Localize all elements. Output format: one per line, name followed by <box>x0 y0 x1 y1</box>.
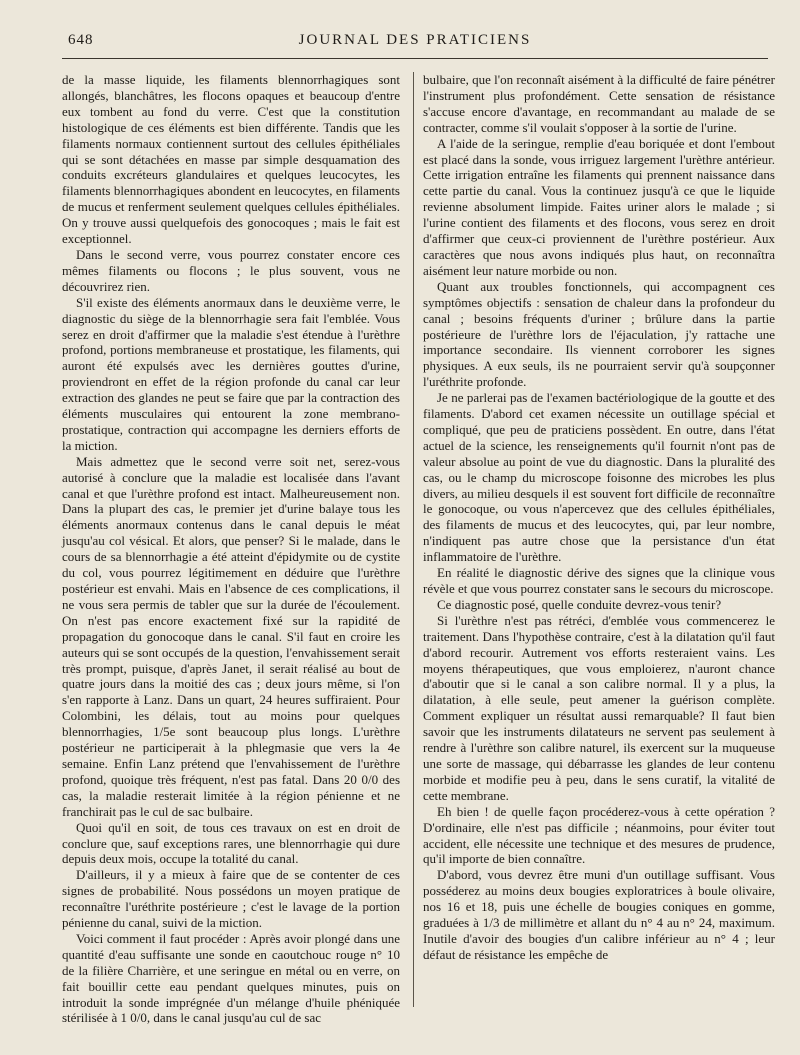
page-number: 648 <box>68 32 94 48</box>
paragraph: A l'aide de la seringue, remplie d'eau boriquée et dont l'embout est placé dans la sonde, vous irriguez largement l'urèthre antérieur. Cette irrigation entraîne les filaments qui prennent naissance dans cette partie du canal. Vous la continuez jusqu'à ce que le liquide revienne absolument limpide. Faites uriner alors le malade ; si l'urine contient des filaments et des flocons, vous serez en droit d'affirmer que ceux-ci proviennent de l'urèthre postérieur. Aux caractères que nous avons indiqués plus haut, on reconnaîtra aisément leur nature morbide ou non. <box>423 135 775 278</box>
paragraph: Eh bien ! de quelle façon procéderez-vous à cette opération ? D'ordinaire, elle n'est pas difficile ; néanmoins, pour éviter tout accident, elle nécessite une technique et des mesures de prudence, qu'il importe de bien connaître. <box>423 803 775 867</box>
paragraph: Mais admettez que le second verre soit net, serez-vous autorisé à conclure que la maladie est localisée dans l'avant canal et que l'urèthre profond est intact. Malheureusement non. Dans la plupart des cas, le premier jet d'urine balaye tous les éléments anormaux contenus dans le canal depuis le méat jusqu'au col vésical. Et alors, que penser? Si le malade, dans le cours de sa blennorrhagie a été atteint d'épidymite ou de cystite du col, vous pourrez légitimement en déduire que l'urèthre postérieur est envahi. Mais en l'absence de ces complications, il ne vous sera permis de tabler que sur la durée de l'écoulement. On n'est pas encore exactement fixé sur la rapidité de propagation du gonocoque dans le canal. S'il faut en croire les auteurs qui se sont occupés de la question, l'envahissement serait très prompt, puisque, d'après Janet, il serait réalisé au bout de quatre jours dans la moitié des cas ; deux jours même, si l'on s'en rapporte à Lanz. Dans un quart, 24 heures suffiraient. Pour Colombini, les délais, tout au moins pour quelques blennorrhagies, 1/5e sont beaucoup plus longs. L'urèthre postérieur ne participerait à la phlegmasie que vers la 4e semaine. Enfin Lanz prétend que l'envahissement de l'urèthre profond, quoique très fréquent, n'est pas fatal. Dans 20 0/0 des cas, la maladie resterait limitée à la région pénienne et ne franchirait pas le cul de sac bulbaire. <box>62 453 400 819</box>
column-divider <box>413 72 414 1007</box>
paragraph: Dans le second verre, vous pourrez constater encore ces mêmes filaments ou flocons ; le plus souvent, vous ne découvrirez rien. <box>62 246 400 294</box>
paragraph: D'abord, vous devrez être muni d'un outillage suffisant. Vous posséderez au moins deux bougies exploratrices à boule olivaire, nos 16 et 18, puis une échelle de bougies coniques en gomme, graduées à 1/3 de millimètre et allant du n° 4 au n° 24, maximum. Inutile d'avoir des bougies d'un calibre inférieur au n° 4 ; leur défaut de résistance les empêche de <box>423 867 775 962</box>
paragraph: En réalité le diagnostic dérive des signes que la clinique vous révèle et que vous pourrez constater sans le secours du microscope. <box>423 565 775 596</box>
paragraph: Je ne parlerai pas de l'examen bactériologique de la goutte et des filaments. D'abord cet examen nécessite un outillage spécial et compliqué, que peu de praticiens possèdent. En outre, dans l'état actuel de la science, les renseignements qu'il fournit n'ont pas de valeur absolue au point de vue du diagnostic. Dans la pluralité des cas, ou le champ du microscope foisonne des microbes les plus divers, au milieu desquels il est souvent fort difficile de reconnaître le gonocoque, ou vous n'apercevez que des cellules épithéliales, des filaments de mucus et des leucocytes, qui, par leur nombre, n'indiquent pas autre chose que la persistance d'un état inflammatoire de l'urèthre. <box>423 390 775 565</box>
paragraph: Quoi qu'il en soit, de tous ces travaux on est en droit de conclure que, sauf exceptions rares, une blennorrhagie qui dure depuis deux mois, occupe la totalité du canal. <box>62 819 400 867</box>
paragraph: Si l'urèthre n'est pas rétréci, d'emblée vous commencerez le traitement. Dans l'hypothèse contraire, c'est à la dilatation qu'il faut d'abord recourir. Autrement vos efforts resteraient vains. Les moyens thérapeutiques, que vous emploierez, n'auront chance d'aboutir que si le canal a son calibre normal. Il y a plus, la dilatation, à elle seule, peut amener la guérison complète. Comment expliquer un résultat aussi remarquable? Il faut bien savoir que les instruments dilatateurs ne servent pas seulement à rendre à l'urèthre son calibre naturel, ils exercent sur la muqueuse une sorte de massage, qui débarrasse les glandes de leur contenu morbide et modifie peu à peu, dans le sens curatif, la vitalité de cette membrane. <box>423 612 775 803</box>
paragraph: bulbaire, que l'on reconnaît aisément à la difficulté de faire pénétrer l'instrument plus profondément. Cette sensation de résistance s'accuse encore d'avantage, en recommandant au malade de se contracter, comme s'il voulait s'opposer à la sortie de l'urine. <box>423 72 775 135</box>
paragraph: D'ailleurs, il y a mieux à faire que de se contenter de ces signes de probabilité. Nous possédons un moyen pratique de reconnaître l'uréthrite postérieure ; c'est le lavage de la portion pénienne du canal, suivi de la miction. <box>62 867 400 931</box>
journal-title: JOURNAL DES PRATICIENS <box>298 32 532 48</box>
right-column <box>423 72 775 963</box>
left-column <box>62 72 400 1026</box>
paragraph: S'il existe des éléments anormaux dans le deuxième verre, le diagnostic du siège de la blennorrhagie sera fait l'emblée. Vous serez en droit d'affirmer que la maladie s'est étendue à l'urèthre profond, portions membraneuse et prostatique, les filaments, qui auront été expulsés avec les dernières gouttes d'urine, proviendront en effet de la région profonde du canal car leur extraction des glandes ne peut se faire que par la contraction des éléments musculaires qui entourent la zone membrano-prostatique, contraction qui accompagne les derniers efforts de la miction. <box>62 294 400 453</box>
paragraph: Voici comment il faut procéder : Après avoir plongé dans une quantité d'eau suffisante une sonde en caoutchouc rouge n° 10 de la filière Charrière, et une seringue en métal ou en verre, on fait bouillir cette eau pendant quelques minutes, puis on introduit la sonde imprégnée d'un mélange d'huile phéniquée stérilisée à 1 0/0, dans le canal jusqu'au cul de sac <box>62 930 400 1026</box>
paragraph: de la masse liquide, les filaments blennorrhagiques sont allongés, blanchâtres, les flocons opaques et beaucoup d'entre eux tombent au fond du verre. C'est que la constitution histologique de ces éléments est bien différente. Tandis que les filaments normaux contiennent surtout des cellules épithéliales qui se sont détachées en masse par simple desquamation des conduits excréteurs glandulaires et quelques leucocytes, les filaments blennorrhagiques abondent en leucocytes, en filaments de mucus et renferment seulement quelques cellules épithéliales. On y trouve aussi quelquefois des gonocoques ; mais le fait est exceptionnel. <box>62 72 400 247</box>
page-header <box>62 30 768 59</box>
paragraph: Quant aux troubles fonctionnels, qui accompagnent ces symptômes objectifs : sensation de chaleur dans la profondeur du canal ; besoins fréquents d'uriner ; brûlure dans la partie postérieure de l'urèthre lors de l'éjaculation, j'y rattache une importance secondaire. Ils viennent corroborer les signes physiques. A eux seuls, ils ne pourraient servir qu'à soupçonner l'uréthrite profonde. <box>423 278 775 390</box>
paragraph: Ce diagnostic posé, quelle conduite devrez-vous tenir? <box>437 596 722 612</box>
